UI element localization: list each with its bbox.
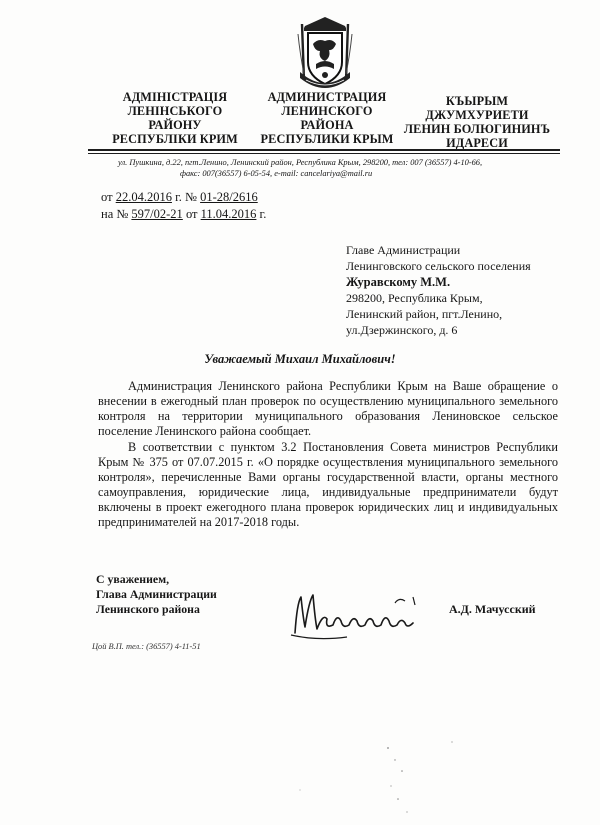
closing-organization: Ленинского района: [96, 602, 200, 616]
addressee-address-line: 298200, Республика Крым,: [346, 291, 483, 305]
outgoing-date: 22.04.2016: [115, 190, 172, 204]
addressee-name: Журавскому М.М.: [346, 275, 451, 289]
handwritten-signature: [287, 583, 427, 647]
addressee-address-line: ул.Дзержинского, д. 6: [346, 323, 458, 337]
header-divider-thick: [88, 149, 560, 151]
header-russian-line: РАЙОНА: [300, 118, 354, 132]
header-crimean-tatar-line: ИДАРЕСИ: [446, 136, 508, 150]
addressee-organization: Ленинговского сельского поселения: [346, 259, 531, 273]
header-ukrainian-line: РАЙОНУ: [148, 118, 202, 132]
header-contacts-line: факс: 007(36557) 6-05-54, e-mail: cancelariya@mail.ru: [180, 169, 373, 178]
outgoing-reference: [101, 190, 258, 205]
crimea-coat-of-arms-emblem: [296, 14, 354, 92]
header-russian-line: РЕСПУБЛИКИ КРЫМ: [260, 132, 394, 146]
header-crimean-tatar-line: ЛЕНИН БОЛЮГИНИНЪ: [403, 122, 551, 136]
body-paragraph: [98, 379, 558, 439]
body-paragraph-text: В соответствии с пунктом 3.2 Постановления Совета министров Республики Крым № 375 от 07.07.2015 г. «О порядке осуществления муниципального земельного контроля», перечисленные Вами органы государственной власти, органы местного самоуправления, юридические лица, индивидуальные предприниматели будут включены в проект ежегодного плана проверок юридических лиц и индивидуальных предпринимателей на 2017-2018 годы.: [98, 440, 558, 529]
salutation: Уважаемый Михаил Михайлович!: [204, 352, 396, 366]
signer-name: А.Д. Мачусский: [449, 602, 536, 616]
incoming-reference: [101, 207, 266, 222]
header-russian-line: ЛЕНИНСКОГО: [281, 104, 373, 118]
header-address-line: ул. Пушкина, д.22, пгт.Ленино, Ленинский район, Республика Крым, 298200, тел: 007 (36557) 4-10-66,: [118, 158, 483, 167]
header-crimean-tatar: [402, 94, 552, 150]
header-crimean-tatar-line: КЪЫРЫМ: [445, 94, 509, 108]
incoming-number: 597/02-21: [131, 207, 183, 221]
addressee-block: [346, 242, 531, 338]
header-ukrainian-line: АДМІНІСТРАЦІЯ: [122, 90, 228, 104]
addressee-position: Главе Администрации: [346, 243, 461, 257]
closing-block: [96, 572, 217, 617]
header-russian: [252, 90, 402, 146]
incoming-date: 11.04.2016: [200, 207, 257, 221]
header-divider-thin: [88, 153, 560, 154]
header-ukrainian-line: ЛЕНІНСЬКОГО: [127, 104, 223, 118]
body-paragraph: [98, 440, 558, 530]
executor-note: Цой В.П. тел.: (36557) 4-11-51: [92, 642, 201, 651]
outgoing-number: 01-28/2616: [200, 190, 258, 204]
ref-number-mark: г. №: [175, 190, 197, 204]
header-crimean-tatar-line: ДЖУМХУРИЕТИ: [425, 108, 529, 122]
closing-regards: С уважением,: [96, 572, 170, 586]
header-russian-line: АДМИНИСТРАЦИЯ: [267, 90, 387, 104]
ref-reply-suffix: г.: [259, 207, 267, 221]
ref-reply-prefix: на №: [101, 207, 129, 221]
header-ukrainian-line: РЕСПУБЛІКИ КРИМ: [112, 132, 238, 146]
header-ukrainian: [100, 90, 250, 146]
body-paragraph-text: Администрация Ленинского района Республики Крым на Ваше обращение о внесении в ежегодный план проверок по осуществлению муниципального земельного контроля на территории муниципального образования Лениновское сельское поселение Ленинского района сообщает.: [98, 379, 558, 438]
ref-reply-from: от: [185, 207, 198, 221]
closing-position: Глава Администрации: [96, 587, 217, 601]
ref-from-prefix: от: [101, 190, 113, 204]
addressee-address-line: Ленинский район, пгт.Ленино,: [346, 307, 503, 321]
